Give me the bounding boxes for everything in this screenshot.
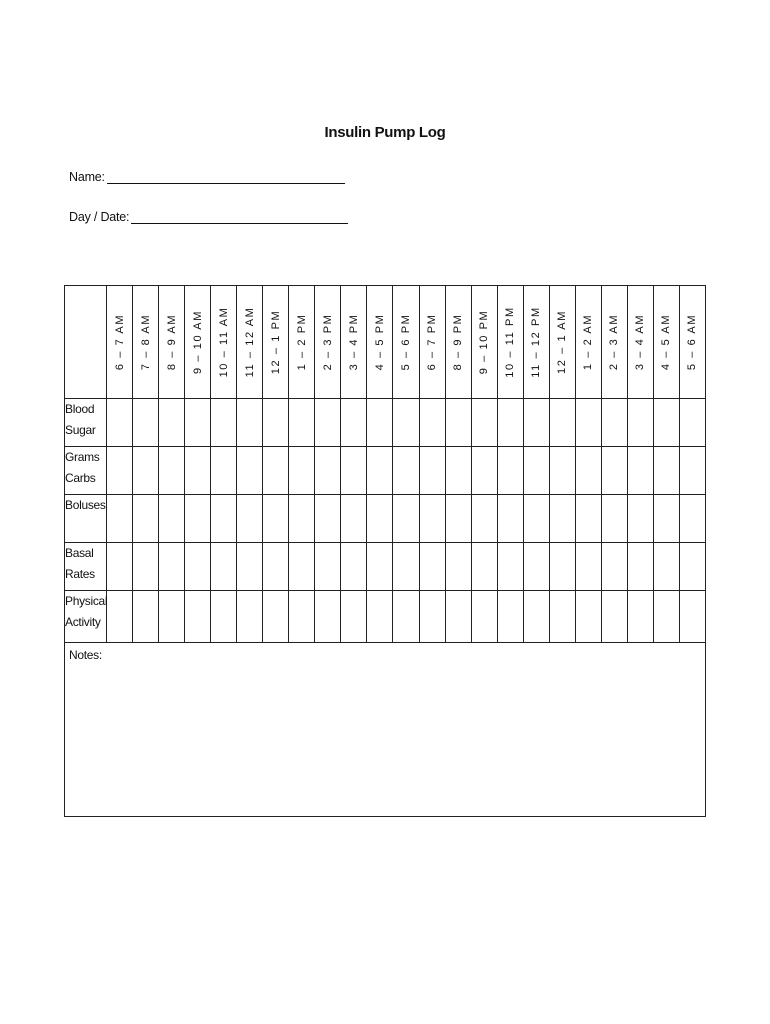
entry-cell[interactable] bbox=[159, 399, 185, 447]
hour-header-cell bbox=[367, 286, 393, 399]
hour-header-label: 3 – 4 PM bbox=[347, 313, 360, 371]
hour-header-label: 5 – 6 PM bbox=[399, 313, 412, 371]
entry-cell[interactable] bbox=[159, 543, 185, 591]
entry-cell[interactable] bbox=[289, 591, 315, 643]
hour-header-cell bbox=[575, 286, 601, 399]
entry-cell[interactable] bbox=[185, 495, 211, 543]
entry-cell[interactable] bbox=[237, 543, 263, 591]
entry-cell[interactable] bbox=[341, 399, 367, 447]
entry-cell[interactable] bbox=[445, 495, 471, 543]
entry-cell[interactable] bbox=[523, 447, 549, 495]
hour-header-cell bbox=[419, 286, 445, 399]
entry-cell[interactable] bbox=[393, 447, 419, 495]
hour-header-label: 8 – 9 PM bbox=[452, 313, 465, 371]
entry-cell[interactable] bbox=[445, 399, 471, 447]
name-input-line[interactable] bbox=[107, 169, 345, 184]
entry-cell[interactable] bbox=[497, 495, 523, 543]
entry-cell[interactable] bbox=[653, 399, 679, 447]
hour-header-cell bbox=[185, 286, 211, 399]
entry-cell[interactable] bbox=[367, 591, 393, 643]
entry-cell[interactable] bbox=[601, 447, 627, 495]
hour-header-label: 9 – 10 PM bbox=[478, 309, 491, 375]
hour-header-label: 7 – 8 AM bbox=[139, 313, 152, 371]
entry-cell[interactable] bbox=[133, 591, 159, 643]
hour-header-label: 12 – 1 PM bbox=[269, 309, 282, 375]
hour-header-cell bbox=[627, 286, 653, 399]
entry-cell[interactable] bbox=[289, 399, 315, 447]
entry-cell[interactable] bbox=[679, 447, 705, 495]
entry-cell[interactable] bbox=[133, 447, 159, 495]
entry-cell[interactable] bbox=[653, 495, 679, 543]
entry-cell[interactable] bbox=[523, 399, 549, 447]
hour-header-cell bbox=[237, 286, 263, 399]
hour-header-cell bbox=[315, 286, 341, 399]
notes-label: Notes: bbox=[69, 648, 102, 662]
entry-cell[interactable] bbox=[575, 495, 601, 543]
entry-cell[interactable] bbox=[445, 543, 471, 591]
row-label-blood-sugar: Blood Sugar bbox=[65, 399, 107, 447]
hour-header-row bbox=[65, 286, 706, 399]
notes-row bbox=[65, 643, 706, 817]
entry-cell[interactable] bbox=[549, 543, 575, 591]
row-boluses bbox=[65, 495, 706, 543]
row-blood-sugar bbox=[65, 399, 706, 447]
hour-header-cell bbox=[159, 286, 185, 399]
entry-cell[interactable] bbox=[237, 495, 263, 543]
entry-cell[interactable] bbox=[263, 591, 289, 643]
hour-header-label: 10 – 11 PM bbox=[504, 306, 517, 378]
entry-cell[interactable] bbox=[393, 399, 419, 447]
entry-cell[interactable] bbox=[159, 447, 185, 495]
entry-cell[interactable] bbox=[627, 447, 653, 495]
entry-cell[interactable] bbox=[263, 495, 289, 543]
entry-cell[interactable] bbox=[367, 447, 393, 495]
entry-cell[interactable] bbox=[549, 495, 575, 543]
entry-cell[interactable] bbox=[471, 399, 497, 447]
entry-cell[interactable] bbox=[237, 447, 263, 495]
entry-cell[interactable] bbox=[159, 495, 185, 543]
entry-cell[interactable] bbox=[471, 543, 497, 591]
row-physical-activity bbox=[65, 591, 706, 643]
hour-header-cell bbox=[289, 286, 315, 399]
entry-cell[interactable] bbox=[211, 495, 237, 543]
entry-cell[interactable] bbox=[549, 399, 575, 447]
entry-cell[interactable] bbox=[341, 447, 367, 495]
row-label-grams-carbs: Grams Carbs bbox=[65, 447, 107, 495]
entry-cell[interactable] bbox=[367, 399, 393, 447]
entry-cell[interactable] bbox=[679, 591, 705, 643]
entry-cell[interactable] bbox=[523, 543, 549, 591]
hour-header-cell bbox=[341, 286, 367, 399]
page-title: Insulin Pump Log bbox=[324, 124, 446, 141]
hour-header-cell bbox=[679, 286, 705, 399]
entry-cell[interactable] bbox=[211, 447, 237, 495]
row-basal-rates bbox=[65, 543, 706, 591]
entry-cell[interactable] bbox=[627, 591, 653, 643]
hour-header-label: 4 – 5 AM bbox=[660, 313, 673, 371]
entry-cell[interactable] bbox=[185, 399, 211, 447]
entry-cell[interactable] bbox=[341, 591, 367, 643]
row-label-boluses: Boluses bbox=[65, 495, 107, 543]
hour-header-label: 2 – 3 PM bbox=[321, 313, 334, 371]
entry-cell[interactable] bbox=[185, 447, 211, 495]
entry-cell[interactable] bbox=[159, 591, 185, 643]
entry-cell[interactable] bbox=[315, 543, 341, 591]
entry-cell[interactable] bbox=[601, 591, 627, 643]
entry-cell[interactable] bbox=[211, 543, 237, 591]
entry-cell[interactable] bbox=[237, 399, 263, 447]
entry-cell[interactable] bbox=[653, 447, 679, 495]
entry-cell[interactable] bbox=[393, 543, 419, 591]
hour-header-label: 8 – 9 AM bbox=[165, 313, 178, 371]
entry-cell[interactable] bbox=[237, 591, 263, 643]
entry-cell[interactable] bbox=[627, 495, 653, 543]
header-corner-cell bbox=[65, 286, 107, 399]
entry-cell[interactable] bbox=[627, 543, 653, 591]
entry-cell[interactable] bbox=[263, 543, 289, 591]
date-label: Day / Date: bbox=[69, 210, 130, 224]
entry-cell[interactable] bbox=[419, 591, 445, 643]
entry-cell[interactable] bbox=[315, 591, 341, 643]
hour-header-label: 1 – 2 AM bbox=[582, 313, 595, 371]
hour-header-cell bbox=[263, 286, 289, 399]
entry-cell[interactable] bbox=[289, 495, 315, 543]
entry-cell[interactable] bbox=[393, 495, 419, 543]
name-field bbox=[69, 169, 345, 184]
hour-header-cell bbox=[471, 286, 497, 399]
entry-cell[interactable] bbox=[575, 591, 601, 643]
entry-cell[interactable] bbox=[549, 447, 575, 495]
entry-cell[interactable] bbox=[523, 495, 549, 543]
entry-cell[interactable] bbox=[471, 591, 497, 643]
entry-cell[interactable] bbox=[185, 591, 211, 643]
hour-header-cell bbox=[549, 286, 575, 399]
hour-header-label: 3 – 4 AM bbox=[634, 313, 647, 371]
entry-cell[interactable] bbox=[263, 399, 289, 447]
hour-header-cell bbox=[653, 286, 679, 399]
entry-cell[interactable] bbox=[445, 447, 471, 495]
entry-cell[interactable] bbox=[497, 399, 523, 447]
entry-cell[interactable] bbox=[289, 447, 315, 495]
entry-cell[interactable] bbox=[419, 447, 445, 495]
entry-cell[interactable] bbox=[419, 495, 445, 543]
row-label-basal-rates: Basal Rates bbox=[65, 543, 107, 591]
entry-cell[interactable] bbox=[133, 543, 159, 591]
hour-header-label: 4 – 5 PM bbox=[373, 313, 386, 371]
hour-header-label: 11 – 12 AM bbox=[243, 306, 256, 378]
entry-cell[interactable] bbox=[289, 543, 315, 591]
entry-cell[interactable] bbox=[653, 543, 679, 591]
entry-cell[interactable] bbox=[367, 495, 393, 543]
date-field bbox=[69, 209, 348, 224]
hour-header-cell bbox=[133, 286, 159, 399]
entry-cell[interactable] bbox=[601, 543, 627, 591]
entry-cell[interactable] bbox=[133, 399, 159, 447]
hour-header-label: 9 – 10 AM bbox=[191, 310, 204, 374]
entry-cell[interactable] bbox=[341, 495, 367, 543]
entry-cell[interactable] bbox=[679, 399, 705, 447]
entry-cell[interactable] bbox=[679, 543, 705, 591]
entry-cell[interactable] bbox=[419, 399, 445, 447]
date-input-line[interactable] bbox=[131, 209, 348, 224]
hour-header-cell bbox=[497, 286, 523, 399]
hour-header-cell bbox=[107, 286, 133, 399]
entry-cell[interactable] bbox=[315, 447, 341, 495]
entry-cell[interactable] bbox=[107, 591, 133, 643]
row-grams-carbs bbox=[65, 447, 706, 495]
entry-cell[interactable] bbox=[601, 495, 627, 543]
entry-cell[interactable] bbox=[471, 447, 497, 495]
hour-header-cell bbox=[393, 286, 419, 399]
entry-cell[interactable] bbox=[185, 543, 211, 591]
entry-cell[interactable] bbox=[497, 591, 523, 643]
hour-header-label: 6 – 7 PM bbox=[426, 313, 438, 371]
entry-cell[interactable] bbox=[315, 399, 341, 447]
entry-cell[interactable] bbox=[497, 447, 523, 495]
entry-cell[interactable] bbox=[107, 399, 133, 447]
entry-cell[interactable] bbox=[575, 543, 601, 591]
entry-cell[interactable] bbox=[679, 495, 705, 543]
entry-cell[interactable] bbox=[601, 399, 627, 447]
entry-cell[interactable] bbox=[497, 543, 523, 591]
entry-cell[interactable] bbox=[393, 591, 419, 643]
entry-cell[interactable] bbox=[471, 495, 497, 543]
hour-header-label: 12 – 1 AM bbox=[556, 310, 569, 374]
row-label-physical-activity: Physical Activity bbox=[65, 591, 107, 643]
entry-cell[interactable] bbox=[107, 447, 133, 495]
entry-cell[interactable] bbox=[523, 591, 549, 643]
entry-cell[interactable] bbox=[107, 495, 133, 543]
entry-cell[interactable] bbox=[627, 399, 653, 447]
hour-header-label: 5 – 6 AM bbox=[686, 313, 699, 371]
entry-cell[interactable] bbox=[575, 447, 601, 495]
notes-cell[interactable] bbox=[65, 643, 706, 817]
entry-cell[interactable] bbox=[549, 591, 575, 643]
name-label: Name: bbox=[69, 170, 105, 184]
hour-header-label: 10 – 11 AM bbox=[217, 306, 230, 378]
entry-cell[interactable] bbox=[133, 495, 159, 543]
entry-cell[interactable] bbox=[575, 399, 601, 447]
hour-header-label: 11 – 12 PM bbox=[530, 306, 543, 378]
hour-header-label: 2 – 3 AM bbox=[608, 313, 621, 371]
hour-header-cell bbox=[445, 286, 471, 399]
hour-header-cell bbox=[523, 286, 549, 399]
hour-header-label: 1 – 2 PM bbox=[295, 313, 308, 371]
entry-cell[interactable] bbox=[211, 399, 237, 447]
insulin-log-table bbox=[64, 285, 706, 817]
entry-cell[interactable] bbox=[419, 543, 445, 591]
entry-cell[interactable] bbox=[367, 543, 393, 591]
entry-cell[interactable] bbox=[107, 543, 133, 591]
entry-cell[interactable] bbox=[263, 447, 289, 495]
entry-cell[interactable] bbox=[211, 591, 237, 643]
hour-header-cell bbox=[601, 286, 627, 399]
entry-cell[interactable] bbox=[445, 591, 471, 643]
hour-header-cell bbox=[211, 286, 237, 399]
entry-cell[interactable] bbox=[341, 543, 367, 591]
hour-header-label: 6 – 7 AM bbox=[113, 313, 126, 371]
entry-cell[interactable] bbox=[653, 591, 679, 643]
entry-cell[interactable] bbox=[315, 495, 341, 543]
